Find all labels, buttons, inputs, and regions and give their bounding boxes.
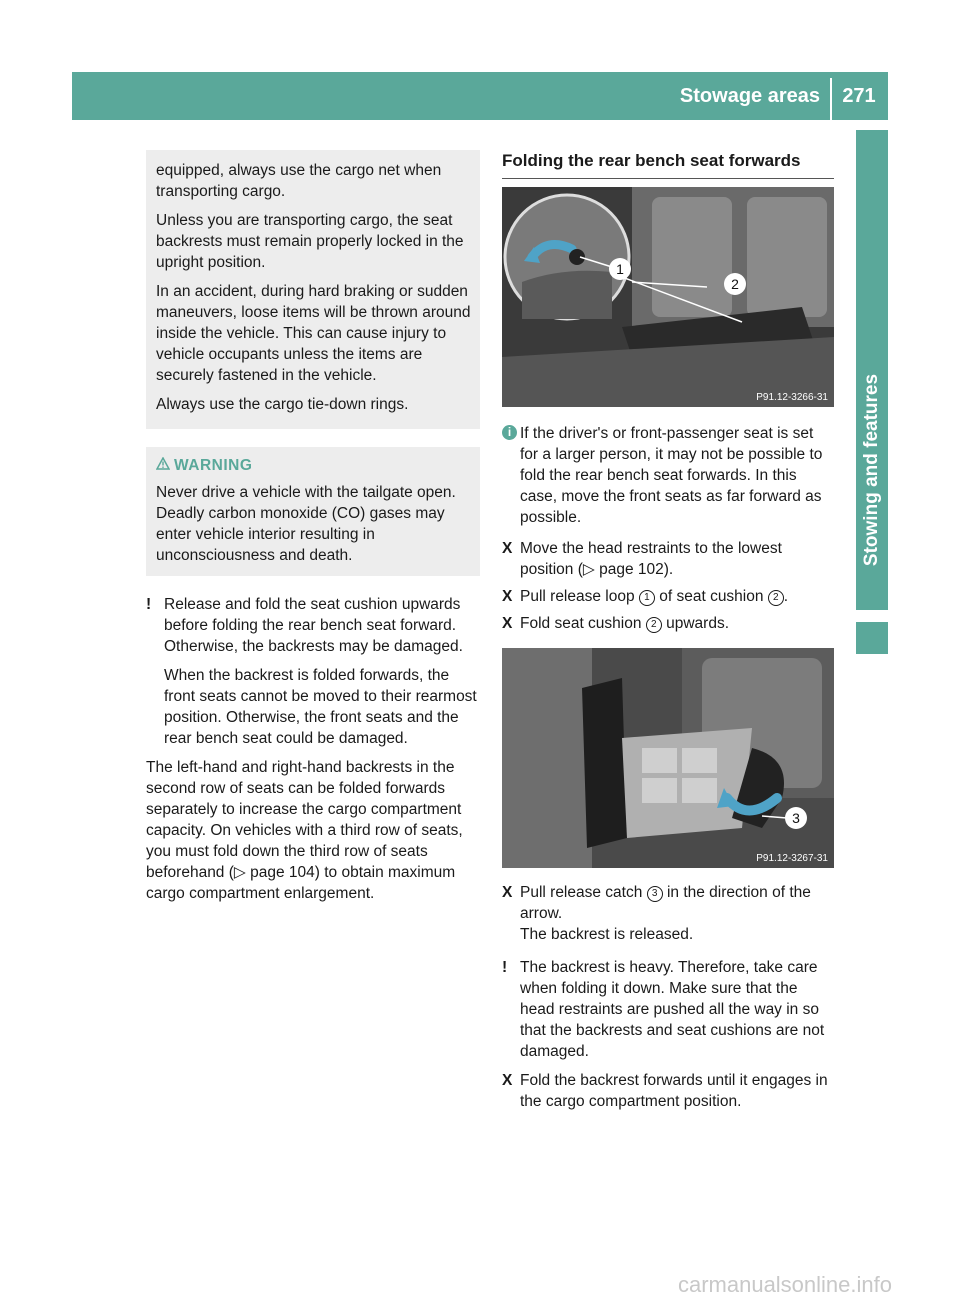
page-number: 271 bbox=[842, 85, 876, 107]
safety-text: Always use the cargo tie-down rings. bbox=[156, 396, 409, 413]
step-marker-icon: X bbox=[502, 588, 513, 605]
figure-code: P91.12-3267-31 bbox=[756, 853, 828, 864]
warning-triangle-icon bbox=[156, 455, 174, 476]
header-divider bbox=[830, 78, 832, 120]
release-catch-illustration bbox=[502, 648, 834, 868]
callout-ref: 3 bbox=[647, 886, 663, 902]
figure-seat-cushion bbox=[502, 187, 834, 407]
figure-code: P91.12-3266-31 bbox=[756, 392, 828, 403]
caution-text: The backrest is heavy. Therefore, take care when folding it down. Make sure that the head restraints are pushed all the way in so that the backrests and seat cushions are not damaged. bbox=[520, 959, 825, 1060]
callout-ref: 2 bbox=[646, 617, 662, 633]
step-text: Pull release loop bbox=[520, 588, 639, 605]
caution-icon: ! bbox=[502, 959, 508, 976]
safety-text: In an accident, during hard braking or sudden maneuvers, loose items will be thrown around inside the vehicle. This can cause injury to vehicle occupants unless the items are securely fastened in the vehicle. bbox=[156, 283, 471, 384]
side-marker bbox=[856, 622, 888, 654]
step-text: Fold seat cushion bbox=[520, 615, 646, 632]
step-text: in the direction of the arrow. bbox=[520, 884, 811, 922]
callout-ref: 2 bbox=[768, 590, 784, 606]
step-item bbox=[502, 538, 834, 580]
chapter-side-tab-label: Stowing and features bbox=[861, 373, 882, 567]
caution-text: When the backrest is folded forwards, the front seats cannot be moved to their rearmost position. Otherwise, the front seats and the rear bench seat could be damaged. bbox=[164, 667, 477, 747]
info-icon: i bbox=[502, 425, 517, 440]
figure-release-catch bbox=[502, 648, 834, 868]
callout-2: 2 bbox=[731, 276, 739, 292]
caution-icon: ! bbox=[146, 596, 152, 613]
step-marker-icon: X bbox=[502, 1072, 513, 1089]
step-marker-icon: X bbox=[502, 615, 513, 632]
step-text: . bbox=[783, 588, 789, 605]
step-marker-icon: X bbox=[502, 884, 513, 901]
right-column bbox=[502, 150, 834, 1118]
caution-note bbox=[502, 957, 834, 1062]
step-item bbox=[502, 882, 834, 945]
warning-box bbox=[146, 447, 480, 576]
warning-text: Never drive a vehicle with the tailgate open. Deadly carbon monoxide (CO) gases may enter vehicle interior resulting in unconsciousness and death. bbox=[156, 484, 456, 564]
header-bar bbox=[72, 72, 888, 120]
caution-text: Release and fold the seat cushion upwards before folding the rear bench seat forward. Otherwise, the backrests may be damaged. bbox=[164, 596, 463, 655]
step-text: Move the head restraints to the lowest position (▷ page 102). bbox=[520, 540, 782, 578]
step-text: Pull release catch bbox=[520, 884, 647, 901]
step-text: of seat cushion bbox=[654, 588, 768, 605]
step-text: upwards. bbox=[661, 615, 729, 632]
section-header-title: Stowage areas bbox=[679, 85, 820, 107]
step-result: The backrest is released. bbox=[520, 926, 694, 943]
seat-cushion-illustration bbox=[502, 187, 834, 407]
safety-box bbox=[146, 150, 480, 429]
section-title: Folding the rear bench seat forwards bbox=[502, 150, 834, 179]
step-item bbox=[502, 1070, 834, 1112]
callout-ref: 1 bbox=[639, 590, 655, 606]
info-note bbox=[502, 423, 834, 528]
step-item bbox=[502, 613, 834, 634]
step-item bbox=[502, 586, 834, 607]
warning-heading bbox=[156, 455, 472, 476]
callout-1: 1 bbox=[616, 261, 624, 277]
caution-note bbox=[146, 594, 480, 749]
callout-3: 3 bbox=[792, 810, 800, 826]
footer-watermark: carmanualsonline.info bbox=[677, 1272, 892, 1297]
warning-title: WARNING bbox=[174, 457, 253, 474]
safety-text: Unless you are transporting cargo, the seat backrests must remain properly locked in the upright position. bbox=[156, 212, 464, 271]
safety-text: equipped, always use the cargo net when transporting cargo. bbox=[156, 162, 442, 200]
step-text: Fold the backrest forwards until it engages in the cargo compartment position. bbox=[520, 1072, 828, 1110]
info-text: If the driver's or front-passenger seat is set for a larger person, it may not be possible to fold the rear bench seat forwards. In this case, move the front seats as far forward as possible. bbox=[520, 425, 823, 526]
left-column bbox=[146, 150, 480, 904]
step-marker-icon: X bbox=[502, 540, 513, 557]
body-paragraph: The left-hand and right-hand backrests in the second row of seats can be folded forwards separately to increase the cargo compartment capacity. On vehicles with a third row of seats, you must fold down the third row of seats beforehand (▷ page 104) to obtain maximum cargo compartment enlargement. bbox=[146, 759, 463, 902]
